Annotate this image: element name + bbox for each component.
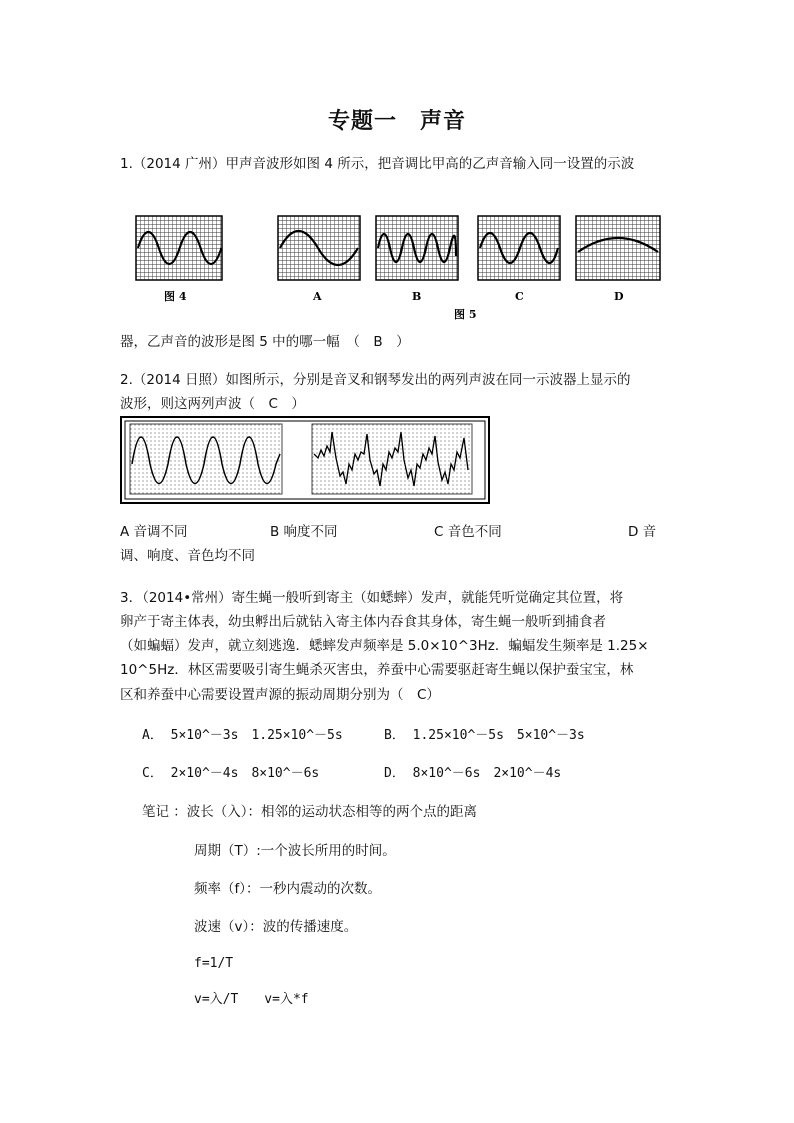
notes-speed: 波速（v）：波的传播速度。: [194, 919, 358, 935]
fig4-scope: [136, 216, 222, 280]
q3-text-line3: （如蝙蝠）发声，就立刻逃逸．蟋蟀发声频率是 5.0×10^3Hz．蝙蝠发生频率是 1.25×: [120, 638, 649, 654]
option-d-label: D: [614, 290, 624, 303]
q3-option-d: D． 8×10^－6s 2×10^－4s: [384, 766, 562, 781]
option-a-label: A: [313, 290, 322, 303]
notes-heading: 笔记 ：波长（入）：相邻的运动状态相等的两个点的距离: [142, 804, 478, 820]
q2-option-b: B 响度不同: [270, 524, 338, 540]
fig5-label: 图 5: [454, 308, 477, 321]
q1-figure: [120, 196, 680, 326]
q2-option-d-continued: 调、响度、音色均不同: [120, 548, 255, 564]
fig4-label: 图 4: [164, 290, 187, 303]
notes-period: 周期（T）:一个波长所用的时间。: [194, 843, 396, 859]
q3-text-line1: 3．（2014•常州）寄生蝇一般听到寄主（如蟋蟀）发声，就能凭听觉确定其位置，将: [120, 590, 624, 606]
q3-option-a: A． 5×10^－3s 1.25×10^－5s: [142, 728, 343, 743]
q3-option-c: C． 2×10^－4s 8×10^－6s: [142, 766, 320, 781]
option-a-scope: [278, 216, 360, 280]
q2-text-line1: 2.（2014 日照）如图所示，分别是音叉和钢琴发出的两列声波在同一示波器上显示的: [120, 372, 631, 388]
option-d-scope: [576, 216, 660, 280]
q1-text-line1: 1.（2014 广州）甲声音波形如图 4 所示，把音调比甲高的乙声音输入同一设置的示波: [120, 156, 635, 172]
page-title: 专题一 声音: [327, 109, 466, 134]
tuning-fork-wave-panel: [130, 424, 282, 494]
q2-option-a: A 音调不同: [120, 524, 188, 540]
option-b-label: B: [412, 290, 422, 303]
option-c-scope: [478, 216, 560, 280]
option-c-label: C: [515, 290, 524, 303]
notes-formula-1: f=1/T: [194, 956, 234, 971]
q3-text-line4: 10^5Hz．林区需要吸引寄生蝇杀灭害虫，养蚕中心需要驱赶寄生蝇以保护蚕宝宝，林: [120, 662, 634, 678]
notes-formula-2: v=入/T v=入*f: [194, 992, 309, 1007]
q3-text-line5: 区和养蚕中心需要设置声源的振动周期分别为（ C）: [120, 687, 440, 703]
notes-frequency: 频率（f）：一秒内震动的次数。: [194, 881, 382, 897]
q2-figure: [120, 416, 490, 504]
q3-text-line2: 卵产于寄主体表，幼虫孵出后就钻入寄主体内吞食其身体，寄生蝇一般听到捕食者: [120, 614, 606, 630]
option-b-scope: [376, 216, 458, 280]
q2-option-d: D 音: [628, 524, 657, 540]
q3-option-b: B． 1.25×10^－5s 5×10^－3s: [384, 728, 585, 743]
q2-text-line2: 波形，则这两列声波（ C ）: [120, 396, 305, 412]
q1-text-line2: 器，乙声音的波形是图 5 中的哪一幅 （ B ）: [120, 334, 410, 350]
piano-wave-panel: [312, 424, 472, 494]
q2-option-c: C 音色不同: [434, 524, 502, 540]
